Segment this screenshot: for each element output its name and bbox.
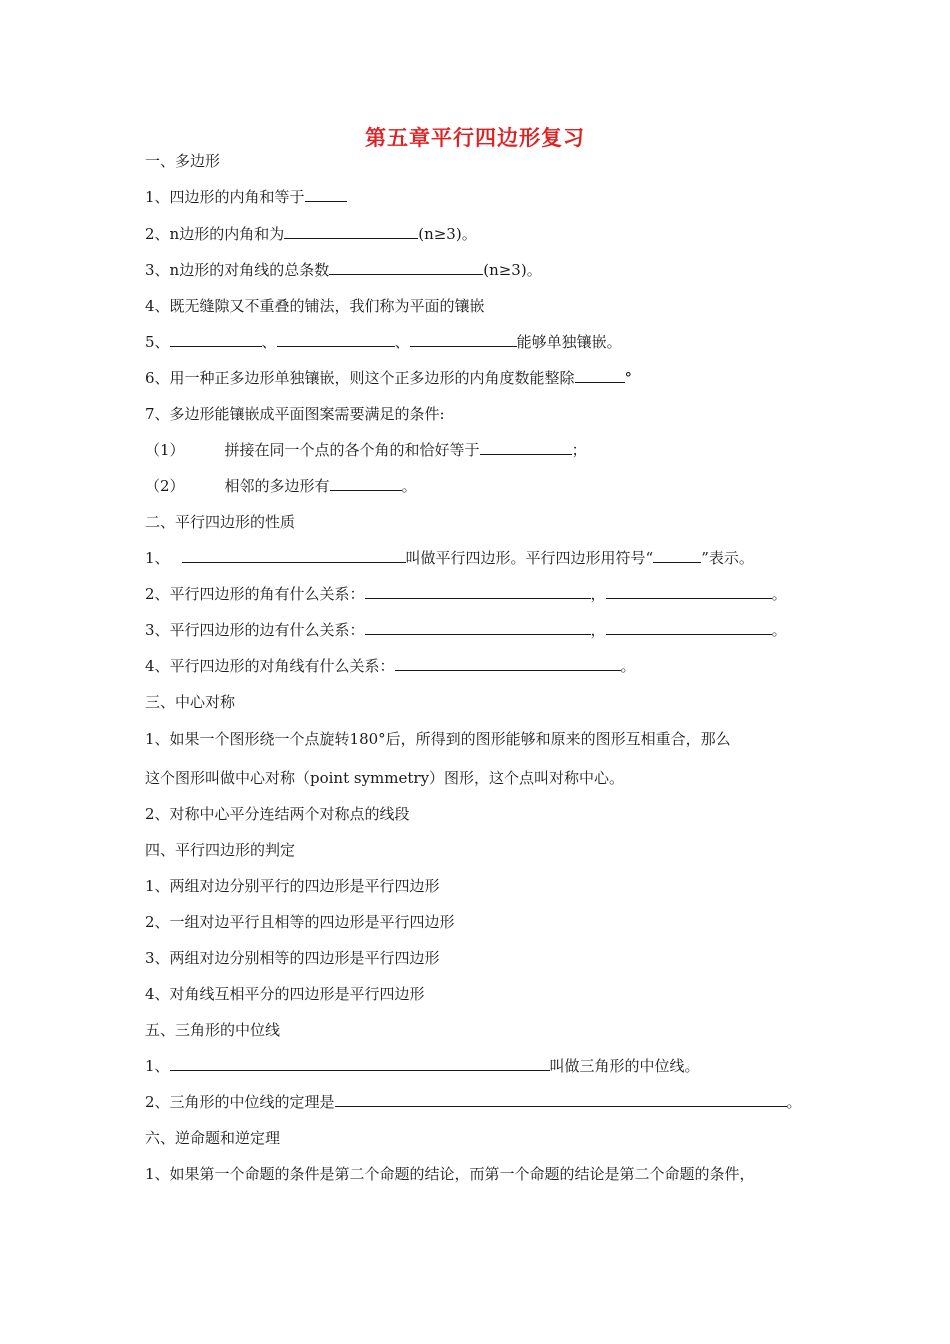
answer-blank[interactable]: [575, 368, 625, 383]
answer-blank[interactable]: [284, 224, 418, 239]
criterion-1: 1、两组对边分别平行的四边形是平行四边形: [145, 877, 440, 895]
section-heading-converse: 六、逆命题和逆定理: [145, 1129, 281, 1147]
condition-1: （1） 拼接在同一个点的各个角的和恰好等于 ；: [145, 441, 587, 459]
section-heading-midline: 五、三角形的中位线: [145, 1021, 281, 1039]
question-1-7: 7、多边形能镶嵌成平面图案需要满足的条件:: [145, 405, 445, 423]
page-title: 第五章平行四边形复习: [365, 126, 585, 150]
section-heading-criteria: 四、平行四边形的判定: [145, 841, 296, 859]
answer-blank[interactable]: [480, 440, 572, 455]
answer-blank[interactable]: [330, 476, 402, 491]
question-2-1: 1、 叫做平行四边形。平行四边形用符号“ ”表示。: [145, 549, 754, 567]
question-6-1: 1、如果第一个命题的条件是第二个命题的结论，而第一个命题的结论是第二个命题的条件，: [145, 1165, 755, 1183]
question-1-4: 4、既无缝隙又不重叠的铺法，我们称为平面的镶嵌: [145, 297, 485, 315]
answer-blank[interactable]: [606, 620, 772, 635]
criterion-2: 2、一组对边平行且相等的四边形是平行四边形: [145, 913, 455, 931]
question-2-3: 3、平行四边形的边有什么关系： ， 。: [145, 621, 787, 639]
section-heading-properties: 二、平行四边形的性质: [145, 513, 296, 531]
answer-blank[interactable]: [365, 584, 591, 599]
answer-blank[interactable]: [182, 548, 406, 563]
question-1-3: 3、n边形的对角线的总条数 (n≥3)。: [145, 261, 542, 279]
question-3-1: 1、如果一个图形绕一个点旋转180°后，所得到的图形能够和原来的图形互相重合，那么: [145, 730, 731, 748]
answer-blank[interactable]: [335, 1092, 787, 1107]
section-heading-polygon: 一、多边形: [145, 152, 221, 170]
criterion-4: 4、对角线互相平分的四边形是平行四边形: [145, 985, 425, 1003]
answer-blank[interactable]: [277, 332, 395, 347]
answer-blank[interactable]: [329, 260, 483, 275]
question-1-6: 6、用一种正多边形单独镶嵌，则这个正多边形的内角度数能整除 °: [145, 369, 633, 387]
question-3-2: 2、对称中心平分连结两个对称点的线段: [145, 805, 410, 823]
answer-blank[interactable]: [395, 656, 621, 671]
answer-blank[interactable]: [653, 548, 701, 563]
answer-blank[interactable]: [410, 332, 517, 347]
question-1-5: 5、 、 、 能够单独镶嵌。: [145, 333, 622, 351]
section-heading-central-symmetry: 三、中心对称: [145, 693, 236, 711]
answer-blank[interactable]: [606, 584, 772, 599]
question-3-1-continued: 这个图形叫做中心对称（point symmetry）图形，这个点叫对称中心。: [145, 769, 625, 787]
criterion-3: 3、两组对边分别相等的四边形是平行四边形: [145, 949, 440, 967]
question-2-2: 2、平行四边形的角有什么关系： ， 。: [145, 585, 787, 603]
answer-blank[interactable]: [170, 332, 262, 347]
answer-blank[interactable]: [170, 1056, 550, 1071]
question-5-2: 2、三角形的中位线的定理是 。: [145, 1093, 802, 1111]
question-2-4: 4、平行四边形的对角线有什么关系： 。: [145, 657, 636, 675]
answer-blank[interactable]: [365, 620, 591, 635]
condition-2: （2） 相邻的多边形有 。: [145, 477, 417, 495]
question-1-1: 1、四边形的内角和等于: [145, 187, 347, 207]
question-1-2: 2、n边形的内角和为 (n≥3)。: [145, 225, 477, 243]
question-5-1: 1、 叫做三角形的中位线。: [145, 1057, 700, 1075]
answer-blank[interactable]: [305, 187, 347, 202]
